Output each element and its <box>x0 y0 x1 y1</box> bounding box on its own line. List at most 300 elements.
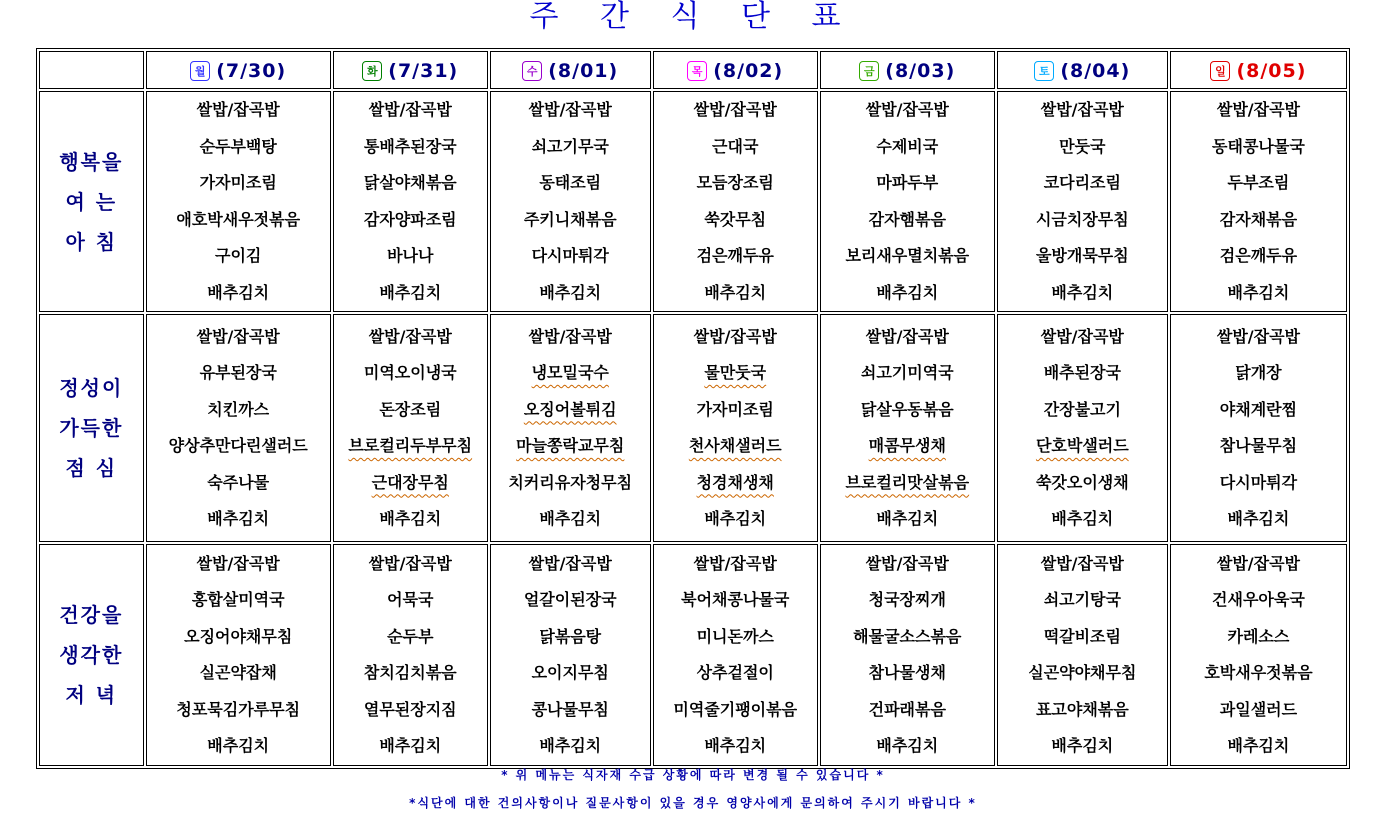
menu-item-text: 쇠고기무국 <box>531 136 609 156</box>
menu-item-text: 배추김치 <box>539 282 602 302</box>
menu-item-text: 쌀밥/잡곡밥 <box>368 100 452 119</box>
menu-item-text: 쇠고기탕국 <box>1043 590 1121 609</box>
menu-item <box>998 619 1167 656</box>
menu-item <box>334 165 487 202</box>
menu-item-text: 브로컬리두부무침 <box>348 436 473 455</box>
menu-item-text: 쌀밥/잡곡밥 <box>693 326 777 346</box>
menu-item-text: 표고야채볶음 <box>1035 699 1129 719</box>
menu-item <box>821 392 994 429</box>
menu-item <box>1171 728 1346 765</box>
menu-item-text: 카레소스 <box>1227 626 1290 646</box>
menu-item <box>654 238 817 275</box>
menu-item-text: 닭개장 <box>1235 363 1282 382</box>
menu-item-text: 감자채볶음 <box>1219 209 1298 229</box>
menu-item-text: 매콤무생채 <box>868 436 946 455</box>
menu-item-text: 브로컬리맛살볶음 <box>845 472 970 492</box>
menu-item-text: 모듬장조림 <box>696 173 774 192</box>
menu-item-text: 다시마튀각 <box>531 246 609 265</box>
menu-item <box>1171 428 1346 465</box>
menu-cell <box>997 544 1168 766</box>
menu-item <box>654 319 817 356</box>
menu-item-text: 배추김치 <box>1051 509 1114 528</box>
menu-item <box>998 355 1167 392</box>
menu-item-text: 순두부 <box>387 626 434 646</box>
menu-item-text: 배추김치 <box>207 282 270 302</box>
menu-item-text: 보리새우멸치볶음 <box>845 246 970 265</box>
menu-item <box>334 355 487 392</box>
menu-item <box>998 428 1167 465</box>
menu-item <box>821 129 994 166</box>
menu-item-text: 시금치장무침 <box>1035 209 1129 229</box>
menu-item-text: 두부조림 <box>1227 173 1290 192</box>
menu-item <box>147 501 330 538</box>
menu-item-text: 쌀밥/잡곡밥 <box>196 553 280 573</box>
menu-item-text: 만둣국 <box>1059 136 1106 156</box>
menu-item <box>491 202 650 239</box>
weekday-icon: 화 <box>362 61 382 81</box>
menu-item <box>998 655 1167 692</box>
menu-item <box>147 655 330 692</box>
menu-item <box>998 275 1167 312</box>
menu-item-text: 배추김치 <box>1051 736 1114 755</box>
menu-item-text: 미니돈까스 <box>696 626 774 646</box>
menu-item-text: 오징어야채무침 <box>184 626 293 646</box>
menu-item <box>654 129 817 166</box>
menu-item <box>821 165 994 202</box>
menu-item-text: 어묵국 <box>387 590 434 609</box>
menu-item <box>334 619 487 656</box>
menu-item-text: 과일샐러드 <box>1219 699 1298 719</box>
meal-row <box>39 544 1347 766</box>
menu-item <box>1171 202 1346 239</box>
menu-item-text: 배추김치 <box>1227 282 1290 302</box>
menu-item-text: 오이지무침 <box>531 663 609 682</box>
menu-item <box>491 129 650 166</box>
meal-label: 건강을 생각한 저 녁 <box>39 544 144 766</box>
menu-item <box>821 546 994 583</box>
menu-item <box>998 129 1167 166</box>
menu-item-text: 참치김치볶음 <box>363 663 457 682</box>
menu-cell <box>1170 91 1347 312</box>
menu-item <box>334 501 487 538</box>
menu-item-text: 쌀밥/잡곡밥 <box>368 553 452 573</box>
menu-item-text: 쌀밥/잡곡밥 <box>1216 553 1300 573</box>
menu-item <box>147 392 330 429</box>
menu-item <box>998 92 1167 129</box>
menu-cell <box>1170 544 1347 766</box>
menu-item-text: 검은깨두유 <box>696 246 774 265</box>
menu-item-text: 돈장조림 <box>379 399 442 419</box>
menu-item-text: 통배추된장국 <box>363 136 457 156</box>
menu-item <box>821 465 994 502</box>
menu-item <box>998 319 1167 356</box>
menu-item <box>491 392 650 429</box>
menu-item-text: 쌀밥/잡곡밥 <box>528 100 612 119</box>
menu-item-text: 치커리유자청무침 <box>508 472 633 492</box>
menu-item <box>334 275 487 312</box>
menu-item-text: 배추김치 <box>876 282 939 302</box>
menu-item-text: 검은깨두유 <box>1219 246 1298 265</box>
menu-item <box>998 392 1167 429</box>
menu-item <box>491 355 650 392</box>
menu-item <box>334 546 487 583</box>
menu-item <box>147 355 330 392</box>
menu-item-text: 쌀밥/잡곡밥 <box>528 326 612 346</box>
menu-item-text: 쌀밥/잡곡밥 <box>693 100 777 119</box>
menu-cell <box>146 544 331 766</box>
menu-item-text: 얼갈이된장국 <box>523 590 617 609</box>
weekly-menu-table <box>36 48 1350 769</box>
menu-item <box>998 238 1167 275</box>
menu-item-text: 가자미조림 <box>696 399 774 419</box>
menu-cell <box>820 91 995 312</box>
page-title: 주 간 식 단 표 <box>529 0 857 34</box>
menu-item-text: 쌀밥/잡곡밥 <box>693 553 777 573</box>
menu-item-text: 쌀밥/잡곡밥 <box>865 326 949 346</box>
menu-item <box>334 582 487 619</box>
menu-item-text: 쌀밥/잡곡밥 <box>865 553 949 573</box>
menu-item <box>147 202 330 239</box>
menu-item <box>998 202 1167 239</box>
menu-item-text: 애호박새우젓볶음 <box>176 209 301 229</box>
menu-item <box>334 428 487 465</box>
menu-item-text: 열무된장지짐 <box>363 699 457 719</box>
day-header-3 <box>490 51 651 89</box>
menu-item <box>334 92 487 129</box>
menu-item <box>491 546 650 583</box>
menu-item <box>1171 275 1346 312</box>
menu-item-text: 가자미조림 <box>199 173 277 192</box>
menu-item-text: 떡갈비조림 <box>1043 626 1121 646</box>
meal-label: 정성이 가득한 점 심 <box>39 314 144 542</box>
menu-item <box>654 692 817 729</box>
menu-item <box>334 465 487 502</box>
menu-item-text: 참나물생채 <box>868 663 946 682</box>
menu-item <box>998 165 1167 202</box>
menu-item-text: 쑥갓무침 <box>704 209 767 229</box>
menu-item <box>334 692 487 729</box>
notice-substitution: * 위 메뉴는 식자재 수급 상황에 따라 변경 될 수 있습니다 * <box>501 768 885 782</box>
menu-item <box>821 619 994 656</box>
menu-item <box>654 275 817 312</box>
menu-cell <box>653 91 818 312</box>
menu-cell <box>490 544 651 766</box>
menu-item-text: 쌀밥/잡곡밥 <box>1040 100 1124 119</box>
meal-label: 행복을 여 는 아 침 <box>39 91 144 312</box>
meal-row <box>39 314 1347 542</box>
menu-item-text: 북어채콩나물국 <box>681 590 790 609</box>
menu-item-text: 감자양파조림 <box>363 209 457 229</box>
menu-item <box>334 392 487 429</box>
menu-cell <box>997 314 1168 542</box>
menu-item <box>821 582 994 619</box>
menu-cell <box>146 314 331 542</box>
weekday-icon: 일 <box>1210 61 1230 81</box>
menu-item-text: 양상추만다린샐러드 <box>168 436 308 455</box>
menu-item <box>147 319 330 356</box>
menu-item-text: 수제비국 <box>876 136 939 156</box>
menu-item <box>654 546 817 583</box>
day-date: (7/31) <box>388 60 459 82</box>
menu-item-text: 배추김치 <box>539 509 602 528</box>
menu-item <box>821 501 994 538</box>
menu-item-text: 닭살야채볶음 <box>363 173 457 192</box>
menu-item <box>654 92 817 129</box>
menu-item-text: 실곤약야채무침 <box>1028 663 1137 682</box>
day-header-7 <box>1170 51 1347 89</box>
menu-item <box>821 428 994 465</box>
menu-item-text: 닭살우동볶음 <box>860 399 954 419</box>
menu-item-text: 배추김치 <box>704 282 767 302</box>
menu-item <box>334 655 487 692</box>
menu-item <box>1171 129 1346 166</box>
menu-item <box>491 165 650 202</box>
menu-cell <box>820 314 995 542</box>
menu-item <box>654 428 817 465</box>
menu-item-text: 청국장찌개 <box>868 590 946 609</box>
menu-item <box>1171 355 1346 392</box>
day-date: (7/30) <box>216 60 287 82</box>
menu-item-text: 배추된장국 <box>1043 363 1121 382</box>
menu-item-text: 감자햄볶음 <box>868 209 946 229</box>
day-header-6 <box>997 51 1168 89</box>
menu-cell <box>333 314 488 542</box>
menu-item <box>491 582 650 619</box>
menu-item <box>998 546 1167 583</box>
menu-item <box>998 501 1167 538</box>
menu-item-text: 쌀밥/잡곡밥 <box>196 100 280 119</box>
menu-item <box>147 129 330 166</box>
meal-row <box>39 91 1347 312</box>
day-date: (8/01) <box>548 60 619 82</box>
menu-item <box>491 92 650 129</box>
menu-cell <box>1170 314 1347 542</box>
menu-item-text: 호박새우젓볶음 <box>1204 663 1313 682</box>
menu-item-text: 배추김치 <box>379 282 442 302</box>
menu-item <box>491 238 650 275</box>
menu-item-text: 건새우아욱국 <box>1212 590 1305 609</box>
menu-item <box>821 728 994 765</box>
menu-item-text: 주키니채볶음 <box>523 209 617 229</box>
menu-item-text: 상추겉절이 <box>696 663 774 682</box>
menu-item-text: 홍합살미역국 <box>191 590 285 609</box>
menu-item <box>654 202 817 239</box>
menu-item <box>1171 465 1346 502</box>
menu-item-text: 쌀밥/잡곡밥 <box>528 553 612 573</box>
menu-item <box>821 202 994 239</box>
menu-item-text: 쌀밥/잡곡밥 <box>196 326 280 346</box>
menu-item <box>1171 582 1346 619</box>
menu-item-text: 참나물무침 <box>1219 436 1298 455</box>
day-header-2 <box>333 51 488 89</box>
menu-item <box>654 392 817 429</box>
menu-item <box>147 619 330 656</box>
menu-cell <box>820 544 995 766</box>
menu-cell <box>997 91 1168 312</box>
menu-item-text: 배추김치 <box>207 509 270 528</box>
menu-item <box>821 355 994 392</box>
menu-cell <box>490 91 651 312</box>
menu-item <box>998 692 1167 729</box>
menu-cell <box>653 314 818 542</box>
menu-item-text: 배추김치 <box>704 736 767 755</box>
menu-item-text: 바나나 <box>387 246 434 265</box>
menu-item-text: 울방개묵무침 <box>1035 246 1129 265</box>
menu-item <box>1171 392 1346 429</box>
menu-item-text: 쌀밥/잡곡밥 <box>1040 326 1124 346</box>
menu-item <box>1171 319 1346 356</box>
corner-cell <box>39 51 144 89</box>
menu-item-text: 배추김치 <box>207 736 270 755</box>
menu-item-text: 배추김치 <box>539 736 602 755</box>
menu-item <box>1171 92 1346 129</box>
menu-item <box>821 275 994 312</box>
menu-item-text: 쑥갓오이생채 <box>1035 472 1129 492</box>
menu-item-text: 동태조림 <box>539 173 602 192</box>
menu-item-text: 실곤약잡채 <box>199 663 277 682</box>
day-date: (8/05) <box>1236 60 1307 82</box>
weekday-icon: 토 <box>1034 61 1054 81</box>
menu-item <box>491 728 650 765</box>
menu-item <box>821 238 994 275</box>
menu-item <box>147 238 330 275</box>
menu-item <box>147 92 330 129</box>
menu-item-text: 쌀밥/잡곡밥 <box>1040 553 1124 573</box>
menu-item <box>821 655 994 692</box>
menu-item <box>334 129 487 166</box>
menu-item-text: 해물굴소스볶음 <box>853 626 962 646</box>
menu-item-text: 청경채생채 <box>696 472 774 492</box>
menu-item-text: 배추김치 <box>1051 282 1114 302</box>
menu-item <box>491 319 650 356</box>
menu-item-text: 배추김치 <box>379 736 442 755</box>
menu-item-text: 오징어볼튀김 <box>523 399 617 419</box>
menu-item-text: 쌀밥/잡곡밥 <box>1216 326 1300 346</box>
menu-item <box>1171 165 1346 202</box>
menu-item-text: 천사채샐러드 <box>688 436 782 455</box>
menu-item-text: 배추김치 <box>379 509 442 528</box>
menu-item-text: 배추김치 <box>876 509 939 528</box>
menu-item-text: 물만둣국 <box>704 363 767 382</box>
menu-item-text: 배추김치 <box>1227 509 1290 528</box>
menu-item <box>334 202 487 239</box>
menu-item <box>821 92 994 129</box>
menu-item <box>491 619 650 656</box>
menu-item-text: 순두부백탕 <box>199 136 277 156</box>
menu-item <box>1171 692 1346 729</box>
menu-item-text: 숙주나물 <box>207 472 270 492</box>
day-header-4 <box>653 51 818 89</box>
menu-item-text: 건파래볶음 <box>868 699 946 719</box>
menu-item <box>998 728 1167 765</box>
menu-item <box>998 582 1167 619</box>
day-header-5 <box>820 51 995 89</box>
menu-item <box>654 728 817 765</box>
weekday-icon: 수 <box>522 61 542 81</box>
menu-item-text: 콩나물무침 <box>531 699 609 719</box>
menu-item-text: 청포묵김가루무침 <box>176 699 301 719</box>
day-date: (8/03) <box>885 60 956 82</box>
day-date: (8/02) <box>713 60 784 82</box>
menu-item <box>1171 546 1346 583</box>
menu-item-text: 구이김 <box>215 246 262 265</box>
menu-item <box>654 465 817 502</box>
menu-item-text: 닭볶음탕 <box>539 626 602 646</box>
menu-item-text: 배추김치 <box>1227 736 1290 755</box>
menu-item <box>998 465 1167 502</box>
menu-item-text: 근대국 <box>712 136 759 156</box>
menu-item-text: 미역오이냉국 <box>363 363 457 382</box>
menu-item-text: 미역줄기팽이볶음 <box>673 699 798 719</box>
menu-item <box>1171 619 1346 656</box>
menu-cell <box>490 314 651 542</box>
menu-item <box>334 319 487 356</box>
menu-item <box>491 501 650 538</box>
menu-cell <box>653 544 818 766</box>
menu-item-text: 간장불고기 <box>1043 399 1121 419</box>
menu-item <box>821 692 994 729</box>
weekday-icon: 월 <box>190 61 210 81</box>
menu-item-text: 유부된장국 <box>199 363 277 382</box>
menu-cell <box>333 544 488 766</box>
menu-item <box>491 275 650 312</box>
menu-item-text: 근대장무침 <box>371 472 449 492</box>
menu-item <box>1171 501 1346 538</box>
menu-item <box>1171 655 1346 692</box>
day-header-row <box>39 51 1347 89</box>
menu-item <box>147 465 330 502</box>
menu-item <box>491 655 650 692</box>
menu-item-text: 냉모밀국수 <box>531 363 609 382</box>
day-date: (8/04) <box>1060 60 1131 82</box>
menu-item-text: 야채계란찜 <box>1219 399 1298 419</box>
menu-item <box>654 355 817 392</box>
menu-item <box>147 728 330 765</box>
menu-item-text: 단호박샐러드 <box>1035 436 1129 455</box>
menu-item-text: 마파두부 <box>876 173 939 192</box>
menu-item <box>334 728 487 765</box>
menu-item <box>147 546 330 583</box>
menu-item <box>491 465 650 502</box>
weekday-icon: 목 <box>687 61 707 81</box>
menu-item-text: 배추김치 <box>704 509 767 528</box>
menu-item <box>654 655 817 692</box>
menu-item <box>491 428 650 465</box>
menu-item-text: 동태콩나물국 <box>1212 136 1305 156</box>
menu-item <box>147 692 330 729</box>
menu-item-text: 코다리조림 <box>1043 173 1121 192</box>
menu-item <box>147 582 330 619</box>
menu-item <box>654 582 817 619</box>
menu-item <box>491 692 650 729</box>
menu-item <box>821 319 994 356</box>
menu-item-text: 배추김치 <box>876 736 939 755</box>
menu-item-text: 쌀밥/잡곡밥 <box>1216 100 1300 119</box>
menu-cell <box>146 91 331 312</box>
menu-item <box>654 165 817 202</box>
menu-item <box>654 619 817 656</box>
menu-item <box>147 275 330 312</box>
menu-item <box>1171 238 1346 275</box>
menu-item-text: 다시마튀각 <box>1219 472 1298 492</box>
day-header-1 <box>146 51 331 89</box>
menu-item-text: 쇠고기미역국 <box>860 363 954 382</box>
menu-item-text: 쌀밥/잡곡밥 <box>865 100 949 119</box>
menu-item-text: 치킨까스 <box>207 399 270 419</box>
menu-item-text: 쌀밥/잡곡밥 <box>368 326 452 346</box>
menu-item <box>654 501 817 538</box>
notice-contact: *식단에 대한 건의사항이나 질문사항이 있을 경우 영양사에게 문의하여 주시기 바랍니다 * <box>409 796 977 810</box>
